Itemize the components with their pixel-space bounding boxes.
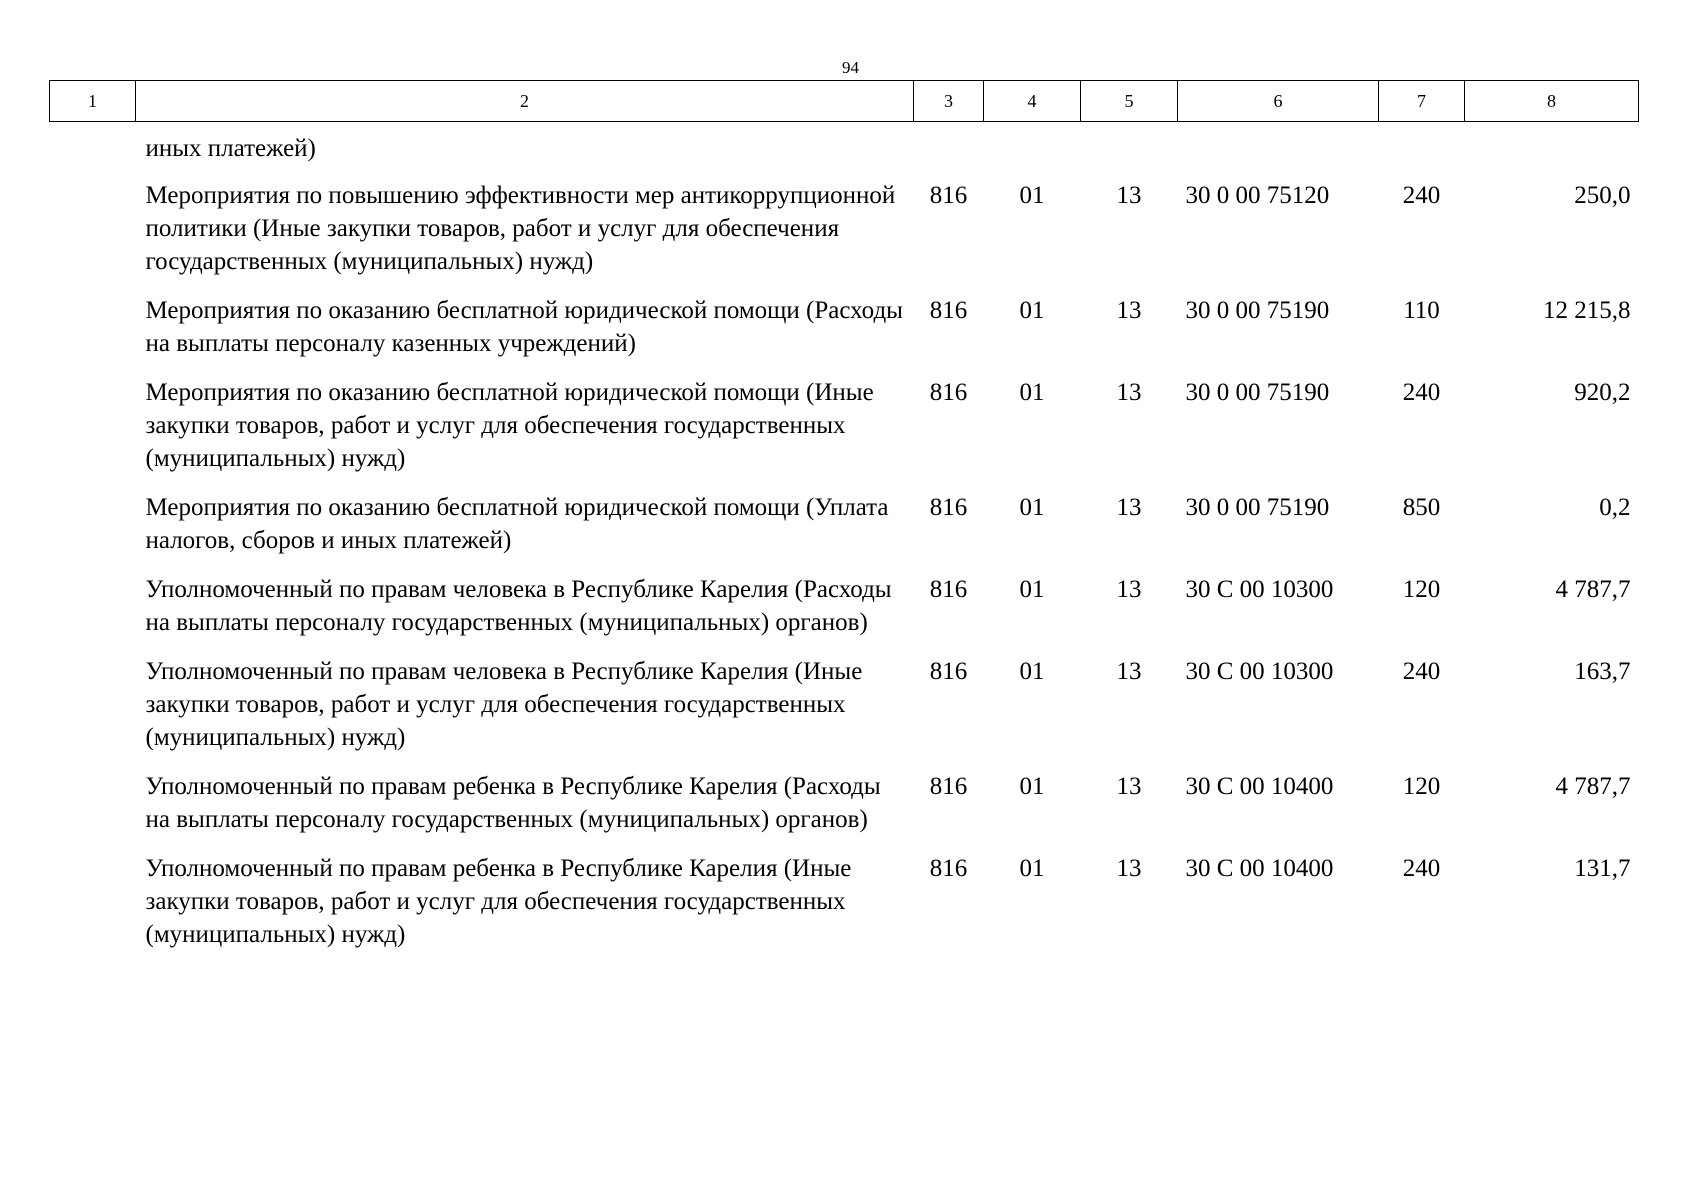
row-expense-type: 240	[1402, 379, 1441, 406]
row-section-code: 01	[1019, 182, 1045, 209]
row-name: Уполномоченный по правам ребенка в Республике Карелия (Иные закупки товаров, работ и услуг для обеспечения государственных (муниципальных) нужд)	[145, 855, 852, 948]
row-ministry-code: 816	[929, 494, 968, 521]
row-amount: 163,7	[1574, 658, 1631, 685]
page-number: 94	[842, 58, 859, 77]
row-amount: 920,2	[1574, 379, 1631, 406]
row-target-article: 30 0 00 75190	[1185, 379, 1330, 406]
table-row	[50, 655, 1639, 770]
row-subsection-code: 13	[1116, 658, 1142, 685]
row-section-code: 01	[1019, 379, 1045, 406]
table-header	[50, 81, 1639, 122]
row-name: Мероприятия по повышению эффективности мер антикоррупционной политики (Иные закупки товаров, работ и услуг для обеспечения государственных (муниципальных) нужд)	[145, 182, 896, 275]
row-name: Мероприятия по оказанию бесплатной юридической помощи (Расходы на выплаты персоналу казенных учреждений)	[145, 297, 903, 357]
row-amount: 131,7	[1574, 855, 1631, 882]
row-expense-type: 240	[1402, 658, 1441, 685]
row-target-article: 30 0 00 75190	[1185, 297, 1330, 324]
row-expense-type: 120	[1402, 773, 1441, 800]
table-body	[50, 122, 1639, 968]
row-target-article: 30 0 00 75120	[1185, 182, 1330, 209]
row-section-code: 01	[1019, 855, 1045, 882]
row-name: Мероприятия по оказанию бесплатной юридической помощи (Уплата налогов, сборов и иных платежей)	[145, 494, 889, 554]
row-name: Уполномоченный по правам человека в Республике Карелия (Иные закупки товаров, работ и услуг для обеспечения государственных (муниципальных) нужд)	[145, 658, 863, 751]
table-row	[50, 852, 1639, 967]
row-amount: 4 787,7	[1555, 576, 1631, 603]
budget-table-container	[49, 80, 1638, 967]
header-row	[50, 81, 1639, 122]
table-row	[50, 294, 1639, 376]
row-expense-type: 240	[1402, 855, 1441, 882]
row-ministry-code: 816	[929, 773, 968, 800]
row-expense-type: 120	[1402, 576, 1441, 603]
row-ministry-code: 816	[929, 658, 968, 685]
row-ministry-code: 816	[929, 576, 968, 603]
row-subsection-code: 13	[1116, 855, 1142, 882]
column-header-3: 3	[914, 81, 984, 122]
row-ministry-code: 816	[929, 297, 968, 324]
column-header-5: 5	[1081, 81, 1178, 122]
row-section-code: 01	[1019, 576, 1045, 603]
row-target-article: 30 С 00 10300	[1185, 576, 1334, 603]
row-name: Уполномоченный по правам ребенка в Республике Карелия (Расходы на выплаты персоналу государственных (муниципальных) органов)	[145, 773, 881, 833]
row-expense-type: 110	[1403, 297, 1440, 324]
table-row	[50, 179, 1639, 294]
row-section-code: 01	[1019, 773, 1045, 800]
continuation-text: иных платежей)	[145, 135, 316, 162]
row-amount: 4 787,7	[1555, 773, 1631, 800]
row-target-article: 30 0 00 75190	[1185, 494, 1330, 521]
table-row	[50, 770, 1639, 852]
row-section-code: 01	[1019, 494, 1045, 521]
continuation-row	[50, 122, 1639, 180]
row-subsection-code: 13	[1116, 297, 1142, 324]
row-subsection-code: 13	[1116, 182, 1142, 209]
row-name: Мероприятия по оказанию бесплатной юридической помощи (Иные закупки товаров, работ и услуг для обеспечения государственных (муниципальных) нужд)	[145, 379, 874, 472]
row-ministry-code: 816	[929, 182, 968, 209]
column-header-7: 7	[1379, 81, 1465, 122]
column-header-2: 2	[136, 81, 914, 122]
row-amount: 12 215,8	[1543, 297, 1631, 324]
table-row	[50, 491, 1639, 573]
row-target-article: 30 С 00 10400	[1185, 855, 1334, 882]
row-subsection-code: 13	[1116, 773, 1142, 800]
row-subsection-code: 13	[1116, 379, 1142, 406]
row-ministry-code: 816	[929, 379, 968, 406]
budget-table	[49, 80, 1639, 967]
row-section-code: 01	[1019, 297, 1045, 324]
row-subsection-code: 13	[1116, 494, 1142, 521]
row-name: Уполномоченный по правам человека в Республике Карелия (Расходы на выплаты персоналу государственных (муниципальных) органов)	[145, 576, 892, 636]
row-expense-type: 850	[1402, 494, 1441, 521]
column-header-8: 8	[1465, 81, 1639, 122]
column-header-6: 6	[1178, 81, 1379, 122]
row-amount: 0,2	[1599, 494, 1631, 521]
table-row	[50, 573, 1639, 655]
row-expense-type: 240	[1402, 182, 1441, 209]
row-section-code: 01	[1019, 658, 1045, 685]
continuation-cell-1	[50, 122, 136, 180]
row-subsection-code: 13	[1116, 576, 1142, 603]
row-amount: 250,0	[1574, 182, 1631, 209]
column-header-1: 1	[50, 81, 136, 122]
row-target-article: 30 С 00 10400	[1185, 773, 1334, 800]
row-target-article: 30 С 00 10300	[1185, 658, 1334, 685]
row-ministry-code: 816	[929, 855, 968, 882]
table-row	[50, 376, 1639, 491]
column-header-4: 4	[984, 81, 1081, 122]
